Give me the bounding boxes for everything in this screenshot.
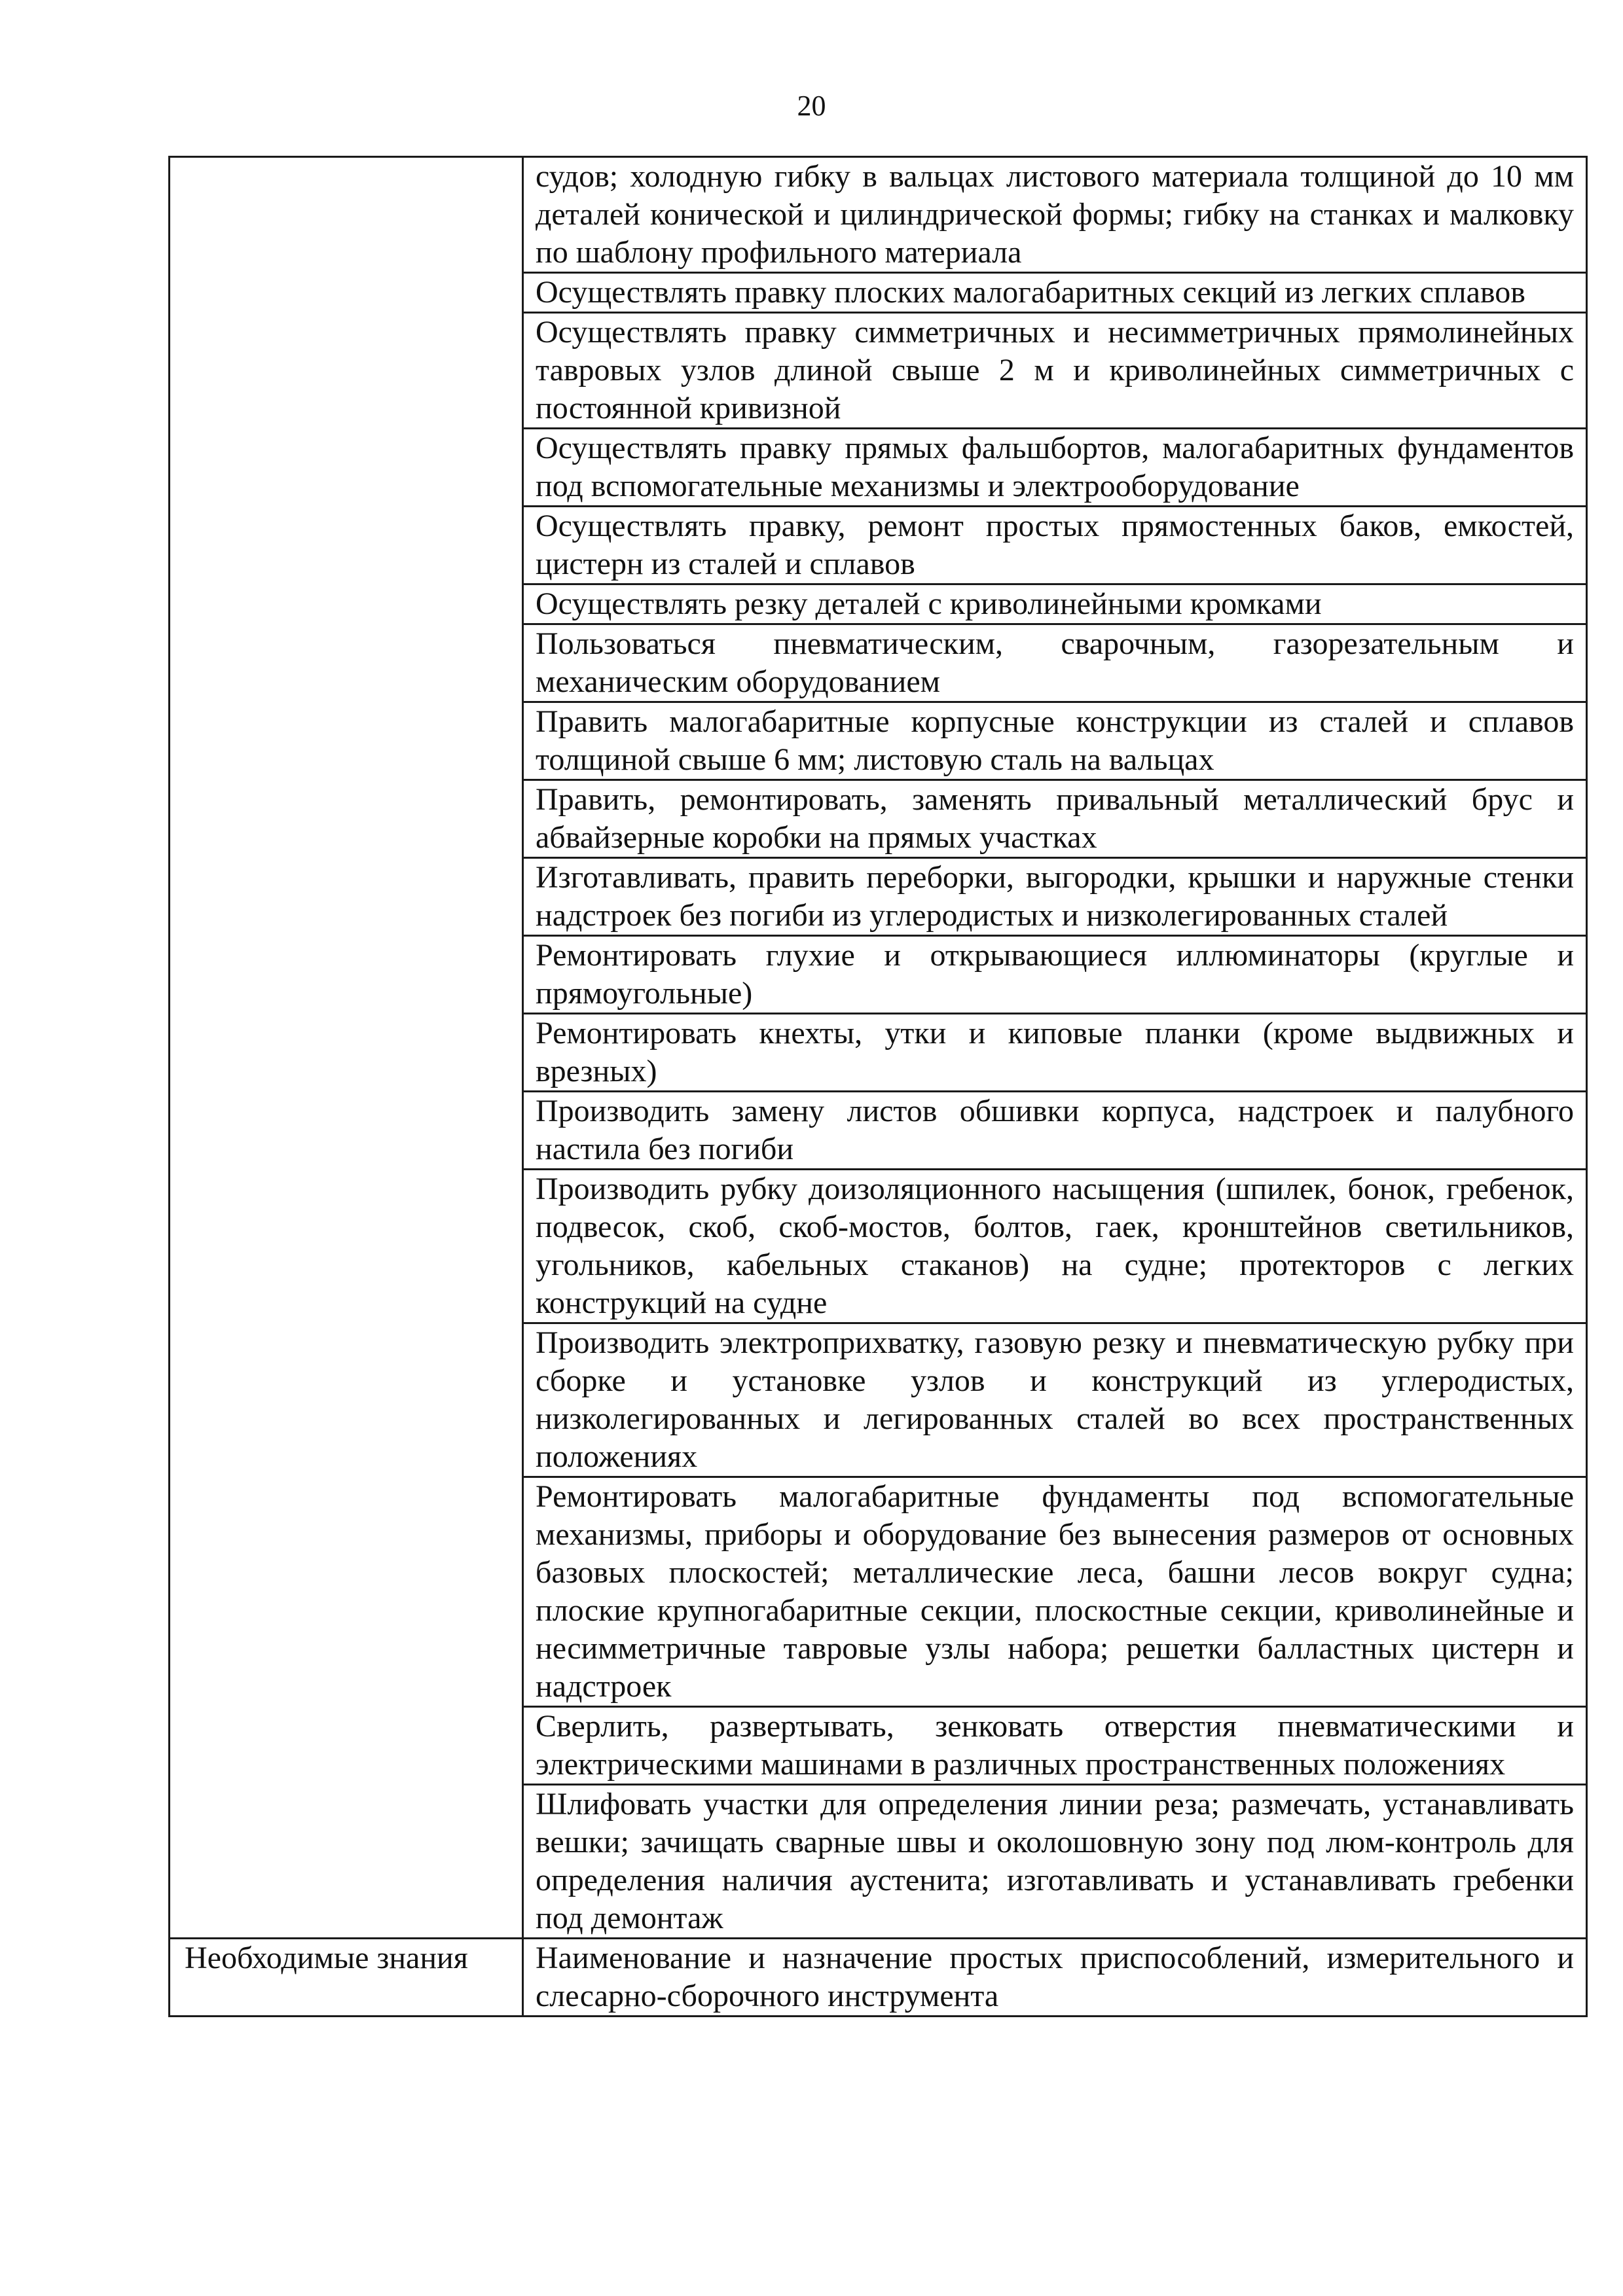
- page-number: 20: [797, 90, 826, 122]
- skill-cell: Осуществлять правку прямых фальшбортов, малогабаритных фундаментов под вспомогательные механизмы и электрооборудование: [523, 429, 1587, 507]
- skill-cell: Осуществлять правку симметричных и несимметричных прямолинейных тавровых узлов длиной свыше 2 м и криволинейных симметричных с постоянной кривизной: [523, 313, 1587, 429]
- knowledge-cell: Наименование и назначение простых приспособлений, измерительного и слесарно-сборочного инструмента: [523, 1939, 1587, 2017]
- skill-cell: Осуществлять правку плоских малогабаритных секций из легких сплавов: [523, 273, 1587, 313]
- skill-cell: Править, ремонтировать, заменять привальный металлический брус и абвайзерные коробки на прямых участках: [523, 780, 1587, 858]
- knowledge-label: Необходимые знания: [170, 1939, 523, 2017]
- skill-cell: Производить рубку доизоляционного насыщения (шпилек, бонок, гребенок, подвесок, скоб, скоб-мостов, болтов, гаек, кронштейнов светильников, угольников, кабельных стаканов) на судне; протекторов с легких конструкций на судне: [523, 1170, 1587, 1323]
- requirements-table: [168, 156, 1588, 2017]
- row-label-empty: [170, 157, 523, 1939]
- skill-cell: судов; холодную гибку в вальцах листового материала толщиной до 10 мм деталей конической и цилиндрической формы; гибку на станках и малковку по шаблону профильного материала: [523, 157, 1587, 273]
- skill-cell: Пользоваться пневматическим, сварочным, газорезательным и механическим оборудованием: [523, 624, 1587, 702]
- skill-cell: Править малогабаритные корпусные конструкции из сталей и сплавов толщиной свыше 6 мм; листовую сталь на вальцах: [523, 702, 1587, 780]
- skill-cell: Изготавливать, править переборки, выгородки, крышки и наружные стенки надстроек без погиби из углеродистых и низколегированных сталей: [523, 858, 1587, 936]
- skill-cell: Осуществлять резку деталей с криволинейными кромками: [523, 584, 1587, 624]
- skill-cell: Ремонтировать малогабаритные фундаменты под вспомогательные механизмы, приборы и оборудование без вынесения размеров от основных базовых плоскостей; металлические леса, башни лесов вокруг судна; плоские крупногабаритные секции, плоскостные секции, криволинейные и несимметричные тавровые узлы набора; решетки балластных цистерн и надстроек: [523, 1477, 1587, 1707]
- table-row: [170, 1939, 1587, 2017]
- skill-cell: Осуществлять правку, ремонт простых прямостенных баков, емкостей, цистерн из сталей и сплавов: [523, 507, 1587, 584]
- skill-cell: Шлифовать участки для определения линии реза; размечать, устанавливать вешки; зачищать сварные швы и околошовную зону под люм-контроль для определения наличия аустенита; изготавливать и устанавливать гребенки под демонтаж: [523, 1785, 1587, 1939]
- table-row: [170, 157, 1587, 273]
- skill-cell: Производить замену листов обшивки корпуса, надстроек и палубного настила без погиби: [523, 1092, 1587, 1170]
- skill-cell: Сверлить, развертывать, зенковать отверстия пневматическими и электрическими машинами в различных пространственных положениях: [523, 1707, 1587, 1785]
- skill-cell: Ремонтировать кнехты, утки и киповые планки (кроме выдвижных и врезных): [523, 1014, 1587, 1092]
- skill-cell: Производить электроприхватку, газовую резку и пневматическую рубку при сборке и установке узлов и конструкций из углеродистых, низколегированных и легированных сталей во всех пространственных положениях: [523, 1323, 1587, 1477]
- skill-cell: Ремонтировать глухие и открывающиеся иллюминаторы (круглые и прямоугольные): [523, 936, 1587, 1014]
